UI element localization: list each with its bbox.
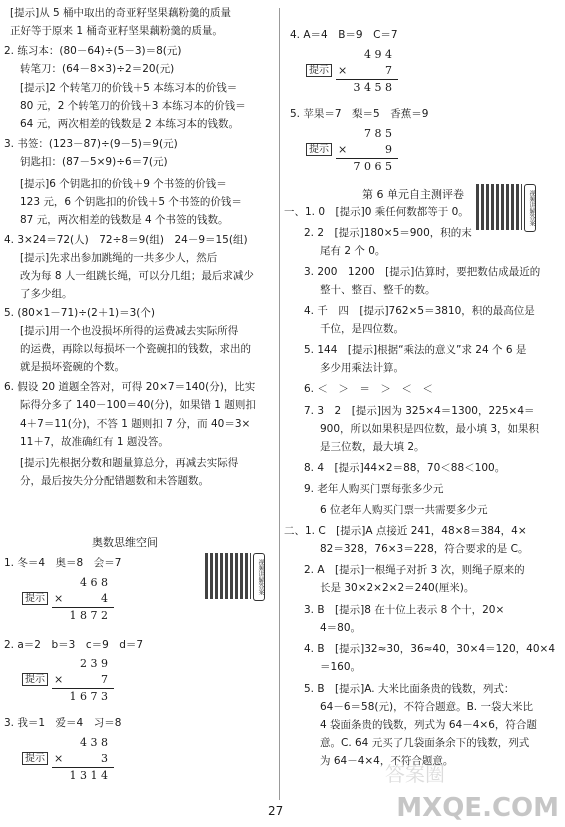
text-line: [提示]2 个转笔刀的价钱＋5 本练习本的价钱＝ bbox=[20, 82, 238, 94]
text-line: 改为每 8 人一组跳长绳，可以分几组；最后求减少 bbox=[20, 270, 254, 282]
hint-label: 提示 bbox=[306, 64, 332, 77]
column-divider bbox=[279, 8, 280, 800]
qr-caption-right: 视频讲解答案 bbox=[524, 184, 536, 232]
text-line: [提示]用一个也没损坏所得的运费减去实际所得 bbox=[20, 325, 239, 337]
hint-label: 提示 bbox=[22, 673, 48, 686]
hint-label: 提示 bbox=[22, 592, 48, 605]
text-line: [提示]6 个钥匙扣的价钱＋9 个书签的价钱＝ bbox=[20, 178, 227, 190]
text-line: 转笔刀：(64－8×3)÷2＝20(元) bbox=[20, 63, 175, 75]
text-line: 尾有 2 个 0。 bbox=[320, 245, 386, 257]
result-line bbox=[52, 688, 114, 689]
text-line: 4＋7＝11(分)，不答 1 题则扣 7 分，而 40＝3× bbox=[20, 418, 251, 430]
text-line: 87 元，两次相差的钱数是 4 个书签的钱数。 bbox=[20, 214, 229, 226]
qr-code-right bbox=[476, 184, 534, 230]
text-line: 5. B [提示]A. 大米比面条贵的钱数，列式： bbox=[304, 683, 515, 695]
vertical-multiplication bbox=[306, 127, 406, 175]
text-line: 长是 30×2×2×2＝240(厘米)。 bbox=[320, 582, 475, 594]
text-line: 就是损坏瓷碗的个数。 bbox=[20, 361, 125, 373]
vertical-multiplication bbox=[22, 736, 122, 784]
text-line: 3. 200 1200 [提示]估算时，要把数估成最近的 bbox=[304, 266, 541, 278]
text-line: 82＝328，76×3＝228，符合要求的是 C。 bbox=[320, 543, 529, 555]
multiplier: 7 bbox=[385, 64, 392, 77]
text-line: 2. A [提示]一根绳子对折 3 次，则绳子原来的 bbox=[304, 564, 525, 576]
text-line: [提示]先求出参加跳绳的一共多少人，然后 bbox=[20, 252, 218, 264]
text-line: 多少用乘法计算。 bbox=[320, 362, 404, 374]
times-sign: × bbox=[338, 143, 348, 156]
text-line: 6 位老年人购买门票一共需要多少元 bbox=[320, 504, 488, 516]
times-sign: × bbox=[54, 592, 64, 605]
text-line: 3. 我＝1 爱＝4 习＝8 bbox=[4, 717, 122, 729]
text-line: 的运费，再除以每损坏一个瓷碗扣的钱数，求出的 bbox=[20, 343, 251, 355]
vertical-multiplication bbox=[22, 657, 122, 705]
text-line: 1. 冬＝4 奥＝8 会＝7 bbox=[4, 557, 122, 569]
text-line: 123 元，6 个钥匙扣的价钱＋5 个书签的价钱＝ bbox=[20, 196, 242, 208]
vertical-multiplication bbox=[22, 576, 122, 624]
text-line: 4. B [提示]32≈30，36≈40，30×4＝120，40×4 bbox=[304, 643, 556, 655]
text-line: 2. 练习本：(80－64)÷(5－3)＝8(元) bbox=[4, 45, 182, 57]
times-sign: × bbox=[54, 752, 64, 765]
text-line: 8. 4 [提示]44×2＝88，70＜88＜100。 bbox=[304, 462, 506, 474]
text-line: 3. B [提示]8 在十位上表示 8 个十，20× bbox=[304, 604, 505, 616]
text-line: 11＋7，故准确红有 1 题没答。 bbox=[20, 436, 169, 448]
multiplicand: 2 3 9 bbox=[80, 657, 108, 670]
vertical-multiplication bbox=[306, 48, 406, 96]
text-line: 7. 3 2 [提示]因为 325×4＝1300，225×4＝ bbox=[304, 405, 535, 417]
text-line: 4 袋面条贵的钱数，列式为 64－4×6，符合题 bbox=[320, 719, 537, 731]
text-line: 为 64－4×4，不符合题意。 bbox=[320, 755, 454, 767]
text-line: 二、1. C [提示]A 点接近 241，48×8＝384，4× bbox=[284, 525, 527, 537]
text-line: 4. 千 四 [提示]762×5＝3810，积的最高位是 bbox=[304, 305, 535, 317]
text-line: [提示]先根据分数和题量算总分，再减去实际得 bbox=[20, 457, 239, 469]
times-sign: × bbox=[338, 64, 348, 77]
qr-code-left bbox=[205, 553, 263, 599]
text-line: 4＝80。 bbox=[320, 622, 362, 634]
text-line: [提示]从 5 桶中取出的奇亚籽坚果藕粉羹的质量 bbox=[10, 7, 232, 19]
text-line: 钥匙扣：(87－5×9)÷6＝7(元) bbox=[20, 156, 168, 168]
text-line: 64 元，两次相差的钱数是 2 本练习本的钱数。 bbox=[20, 118, 240, 130]
text-line: 际得分多了 140－100＝40(分)，如果错 1 题则扣 bbox=[20, 399, 256, 411]
text-line: 一、1. 0 [提示]0 乘任何数都等于 0。 bbox=[284, 206, 469, 218]
multiplicand: 4 6 8 bbox=[80, 576, 108, 589]
text-line: 正好等于原来 1 桶奇亚籽坚果藕粉羹的质量。 bbox=[10, 25, 223, 37]
watermark-cn: 答案圈 bbox=[385, 762, 445, 786]
text-line: ＝160。 bbox=[320, 661, 362, 673]
result-line bbox=[336, 79, 398, 80]
hint-label: 提示 bbox=[306, 143, 332, 156]
result-line bbox=[336, 158, 398, 159]
section-title-unit6: 第 6 单元自主测评卷 bbox=[362, 188, 464, 201]
product: 7 0 6 5 bbox=[353, 160, 392, 173]
result-line bbox=[52, 767, 114, 768]
text-line: 5. 144 [提示]根据“乘法的意义”求 24 个 6 是 bbox=[304, 344, 527, 356]
multiplicand: 7 8 5 bbox=[364, 127, 392, 140]
page-number: 27 bbox=[268, 804, 284, 818]
text-line: 6. 假设 20 道题全答对，可得 20×7＝140(分)，比实 bbox=[4, 381, 256, 393]
text-line: 4. 3×24＝72(人) 72÷8＝9(组) 24－9＝15(组) bbox=[4, 234, 248, 246]
qr-code-icon bbox=[476, 184, 522, 230]
text-line: 4. A＝4 B＝9 C＝7 bbox=[290, 29, 398, 41]
hint-label: 提示 bbox=[22, 752, 48, 765]
times-sign: × bbox=[54, 673, 64, 686]
text-line: 64－6＝58(元)，不符合题意。B. 一袋大米比 bbox=[320, 701, 533, 713]
product: 3 4 5 8 bbox=[353, 81, 392, 94]
text-line: 2. 2 [提示]180×5＝900，积的末 bbox=[304, 227, 472, 239]
product: 1 8 7 2 bbox=[69, 609, 108, 622]
text-line: 整十、整百、整千的数。 bbox=[320, 284, 436, 296]
section-title-olympiad: 奥数思维空间 bbox=[92, 536, 158, 549]
text-line: 9. 老年人购买门票每张多少元 bbox=[304, 483, 444, 495]
text-line: 了多少组。 bbox=[20, 288, 73, 300]
text-line: 是三位数，最大填 2。 bbox=[320, 441, 425, 453]
multiplier: 9 bbox=[385, 143, 392, 156]
qr-code-icon bbox=[205, 553, 251, 599]
text-line: 6. ＜ ＞ ＝ ＞ ＜ ＜ bbox=[304, 383, 433, 395]
result-line bbox=[52, 607, 114, 608]
product: 1 3 1 4 bbox=[69, 769, 108, 782]
product: 1 6 7 3 bbox=[69, 690, 108, 703]
text-line: 80 元，2 个转笔刀的价钱＋3 本练习本的价钱＝ bbox=[20, 100, 246, 112]
multiplier: 7 bbox=[101, 673, 108, 686]
qr-caption-left: 视频讲解答案 bbox=[253, 553, 265, 601]
text-line: 3. 书签：(123－87)÷(9－5)＝9(元) bbox=[4, 138, 178, 150]
text-line: 2. a＝2 b＝3 c＝9 d＝7 bbox=[4, 639, 144, 651]
multiplicand: 4 3 8 bbox=[80, 736, 108, 749]
text-line: 意。C. 64 元买了几袋面条余下的钱数，列式 bbox=[320, 737, 530, 749]
text-line: 900，所以如果积是四位数，最小填 3，如果积 bbox=[320, 423, 540, 435]
text-line: 5. (80×1－71)÷(2＋1)＝3(个) bbox=[4, 307, 155, 319]
text-line: 5. 苹果＝7 梨＝5 香蕉＝9 bbox=[290, 108, 429, 120]
watermark: MXQE.COM bbox=[396, 793, 559, 823]
multiplier: 3 bbox=[101, 752, 108, 765]
multiplicand: 4 9 4 bbox=[364, 48, 392, 61]
text-line: 千位，是四位数。 bbox=[320, 323, 404, 335]
multiplier: 4 bbox=[101, 592, 108, 605]
text-line: 分，最后按失分分配错题数和未答题数。 bbox=[20, 475, 209, 487]
